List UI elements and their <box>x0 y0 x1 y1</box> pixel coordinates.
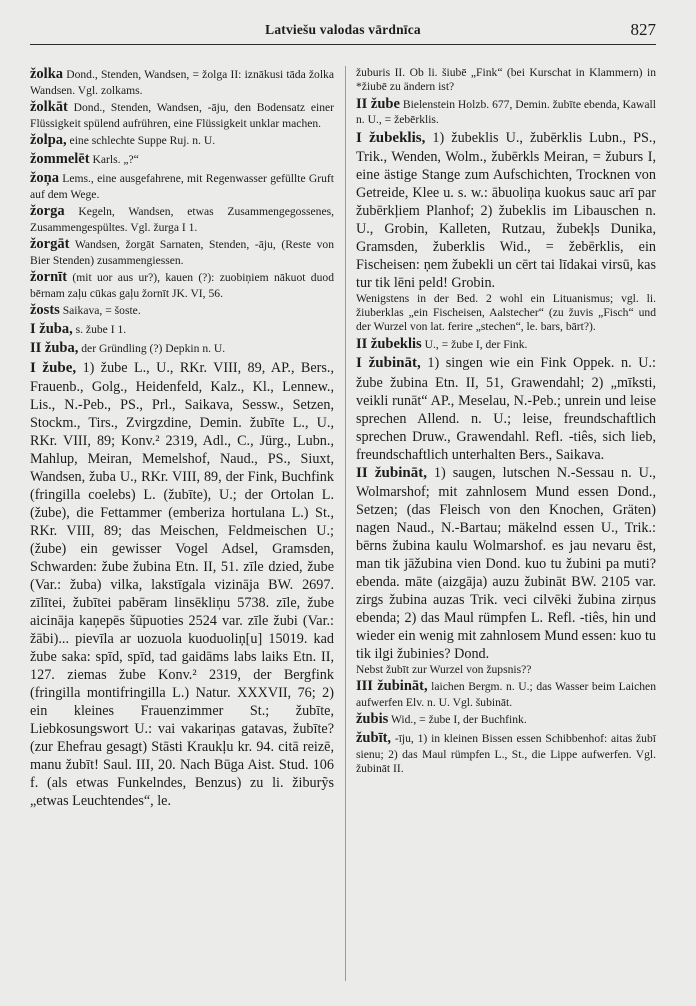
entry-text: Nebst žubīt zur Wurzel von župsnis?? <box>356 663 532 677</box>
entry-headword: žosts <box>30 302 60 319</box>
entry-headword: žolpa, <box>30 132 67 149</box>
entry-headword: žoņa <box>30 169 59 186</box>
dictionary-entry <box>30 132 334 150</box>
entry-text: žuburis II. Ob li. šiubē „Fink“ (bei Kurschat in Klammern) in *žiubē zu ändern ist? <box>356 66 656 94</box>
entry-text: 1) žube L., U., RKr. VIII, 89, AP., Bers., Frauenb., Golg., Heidenfeld, Kalz., Kl., Lennew., Lis., N.-Peb., PS., Prl., Saikava, Sessw., Setzen, Stockm., Tirs., Zvirgzdine, Demin. žubīte L., U., RKr. VIII, 89; Konv.² 2319, Adl., C., Jürg., Lubn., Mahlup, Meiran, Memelshof, Naud., PS., Siuxt, Wandsen, žuba U., RKr. VIII, 89, der Fink, Buchfink (fringilla coelebs) L. (žubīte), U.; der Ortolan L. (žube), die Fettammer (emberiza hortulana L.) St., RKr. VIII, 89; das Meischen, Feldmeischen U.; (žube) ein gewisser Vogel Adsel, Gramsden, Schwarden: žube žubina Etn. II, 51. zīle dzied, žube (Var.: žuba) vilka, lakstīgala vizināja BW. 2697. zīlītei, žubītei pabēram linsēkliņu 5738. zīle, žube aicināja kaņepēs šūpuoties 2524 var. zīle žubi (Var.: žābi)... pievīla ar uozuola kuoduoliņ[u] 15019. kad žube saka: spīd, spīd, tad gaidāms labs laiks Etn. II, 127. ziemas žube Konv.² 2319, der Bergfink (fringilla montifringilla L.) Natur. XXXVII, 76; 2) ein kleines Frauenzimmer St.; žubīte, Liebkosungswort U.: vai vakariņas gatavas, žubīte? (zur Ehefrau gesagt) Stāsti Kraukļu kr. 94. citā reizē, manu žubīt! Saul. III, 20. Nach Būga Aist. Stud. 106 f. (als etwas Funkelndes, Benzus) zu li. žiburỹs „etwas Leuchtendes“, le. <box>30 359 335 810</box>
entry-text: -īju, 1) in kleinen Bissen essen Schibbenhof: aitas žubī sienu; 2) das Maul rümpfen L., St., die Lippe aufwerfen. Vgl. žubināt II. <box>356 732 656 776</box>
page-number: 827 <box>630 20 656 39</box>
entry-headword: žubīt, <box>356 730 392 747</box>
entry-text: (mit uor aus ur?), kauen (?): zuobiņiem nākuot duod bērnam zaļu cūkas gaļu žornīt JK. VI, 56. <box>30 271 334 300</box>
entry-text: Wenigstens in der Bed. 2 wohl ein Lituanismus; vgl. li. žiuberklas „ein Fischeisen, Aalstecher“ (zu žuvis „Fisch“ und der Wurzel von lat. ferire „stechen“, le. bars, bārt?). <box>356 291 656 334</box>
entry-text: 1) singen wie ein Fink Oppek. n. U.: žube žubina Etn. II, 51, Grawendahl; 2) „mīksti, veikli runāt“ AP., Meselau, N.-Peb.; unrein und leise sprechen Allend. n. U.; leise, freundschaftlich sprechen Druw., Grawendahl. Refl. -tiês, sich lieb, freundschaftlich unterhalten Bers., Saikava. <box>356 355 656 463</box>
entry-text: Dond., Stenden, Wandsen, = žolga II: iznākusi tāda žolka Wandsen. Vgl. zolkams. <box>30 68 334 97</box>
entry-headword: II žubeklis <box>356 335 422 352</box>
entry-text: 1) žubeklis U., žubērklis Lubn., PS., Trik., Wenden, Wolm., žubērkls Meiran, = žuburs I, eine ästige Stange zum Aufschichten, Trocknen von Getreide, Klee u. s. w.: ābuoliņa kuokus sauc arī par žubērkļiem Planhof; 2) žubeklis im Libauschen n. U., Grobin, Kalleten, Rutzau, žubekļs Dunika, Gramsden, žuberklis Wid., = žebērklis, ein Fischeisen: ņem žubekli un cērt tai līdakai virsū, kas tur tik lēni peld! Grobin. <box>356 129 656 291</box>
entry-headword: žubis <box>356 711 389 728</box>
dictionary-entry <box>356 730 656 776</box>
dictionary-entry <box>30 236 334 268</box>
entry-headword: žolka <box>30 66 64 82</box>
dictionary-entry <box>356 66 656 95</box>
entry-headword: žorgāt <box>30 235 70 252</box>
entry-headword: žorga <box>30 202 65 219</box>
page-header <box>30 20 656 45</box>
dictionary-entry <box>356 663 656 677</box>
right-column <box>356 66 656 778</box>
entry-text: 1) saugen, lutschen N.-Sessau n. U., Wolmarshof; mit zahnlosem Mund essen Dond., Setzen; (das Fleisch von den Knochen, Gräten) nagen Naud., N.-Bartau; mäkelnd essen U., Trik.: bērns žubina kaulu Wolmarshof. es jau nevaru ēst, man tik jāžubina vien Dond. kuo tu žubini pa muti? ebenda. māte (aizgāja) auzu žubināt BW. 2105 var. zirgs žubina auzas Trik. veci cilvēki žubina zirņus ebenda; 2) das Maul rümpfen L. Refl. -tiês, hin und wieder ein wenig mit zahnlosem Mund essen: kuo tu tik ilgi žubinies? Dond. <box>356 464 656 662</box>
dictionary-entry <box>30 151 334 169</box>
entry-headword: žommelēt <box>30 150 90 167</box>
entry-headword: I žubināt, <box>356 355 421 372</box>
dictionary-entry <box>30 359 334 811</box>
entry-headword: I žube, <box>30 359 77 376</box>
entry-text: der Gründling (?) Depkin n. U. <box>78 341 226 355</box>
entry-text: Saikava, = šoste. <box>59 304 141 318</box>
entry-text: Kegeln, Wandsen, etwas Zusammengegossenes, Zusammengespültes. Vgl. žurga I 1. <box>30 204 334 234</box>
dictionary-entry <box>30 99 334 131</box>
entry-headword: III žubināt, <box>356 678 428 695</box>
left-column <box>30 66 334 810</box>
dictionary-entry <box>356 678 656 710</box>
entry-text: eine schlechte Suppe Ruj. n. U. <box>66 134 216 148</box>
entry-headword: II žube <box>356 95 400 112</box>
entry-text: Wandsen, žorgāt Sarnaten, Stenden, -āju, (Reste von Bier Stenden) zusammengiessen. <box>30 237 334 267</box>
entry-headword: žolkāt <box>30 99 68 116</box>
dictionary-entry <box>30 66 334 98</box>
dictionary-entry <box>356 96 656 128</box>
dictionary-entry <box>30 302 334 320</box>
dictionary-entry <box>30 321 334 339</box>
dictionary-entry <box>356 464 656 663</box>
entry-headword: I žuba, <box>30 320 73 337</box>
dictionary-entry <box>30 269 334 301</box>
entry-text: Karls. „?“ <box>89 152 139 166</box>
entry-text: s. žube I 1. <box>72 322 127 336</box>
column-divider <box>345 66 346 981</box>
dictionary-entry <box>356 354 656 463</box>
dictionary-entry <box>356 292 656 335</box>
entry-text: Bielenstein Holzb. 677, Demin. žubīte ebenda, Kawall n. U., = žebērklis. <box>356 97 656 127</box>
entry-text: Wid., = žube I, der Buchfink. <box>388 713 527 727</box>
dictionary-entry <box>30 340 334 358</box>
entry-headword: II žuba, <box>30 339 79 356</box>
dictionary-entry <box>356 129 656 292</box>
entry-text: laichen Bergm. n. U.; das Wasser beim Laichen aufwerfen Elv. n. U. Vgl. šubināt. <box>356 680 656 710</box>
entry-headword: žornīt <box>30 269 68 286</box>
entry-headword: I žubeklis, <box>356 129 426 146</box>
dictionary-entry <box>356 336 656 354</box>
entry-text: Dond., Stenden, Wandsen, -āju, den Bodensatz einer Flüssigkeit spülend aufrühren, eine Flüssigkeit unklar machen. <box>30 101 334 130</box>
entry-text: Lems., eine ausgefahrene, mit Regenwasser gefüllte Gruft auf dem Wege. <box>30 171 334 201</box>
running-head: Latviešu valodas vārdnīca <box>265 22 421 37</box>
dictionary-entry <box>356 711 656 729</box>
dictionary-entry <box>30 203 334 235</box>
entry-headword: II žubināt, <box>356 464 427 481</box>
entry-text: U., = žube I, der Fink. <box>421 337 528 351</box>
dictionary-entry <box>30 170 334 202</box>
